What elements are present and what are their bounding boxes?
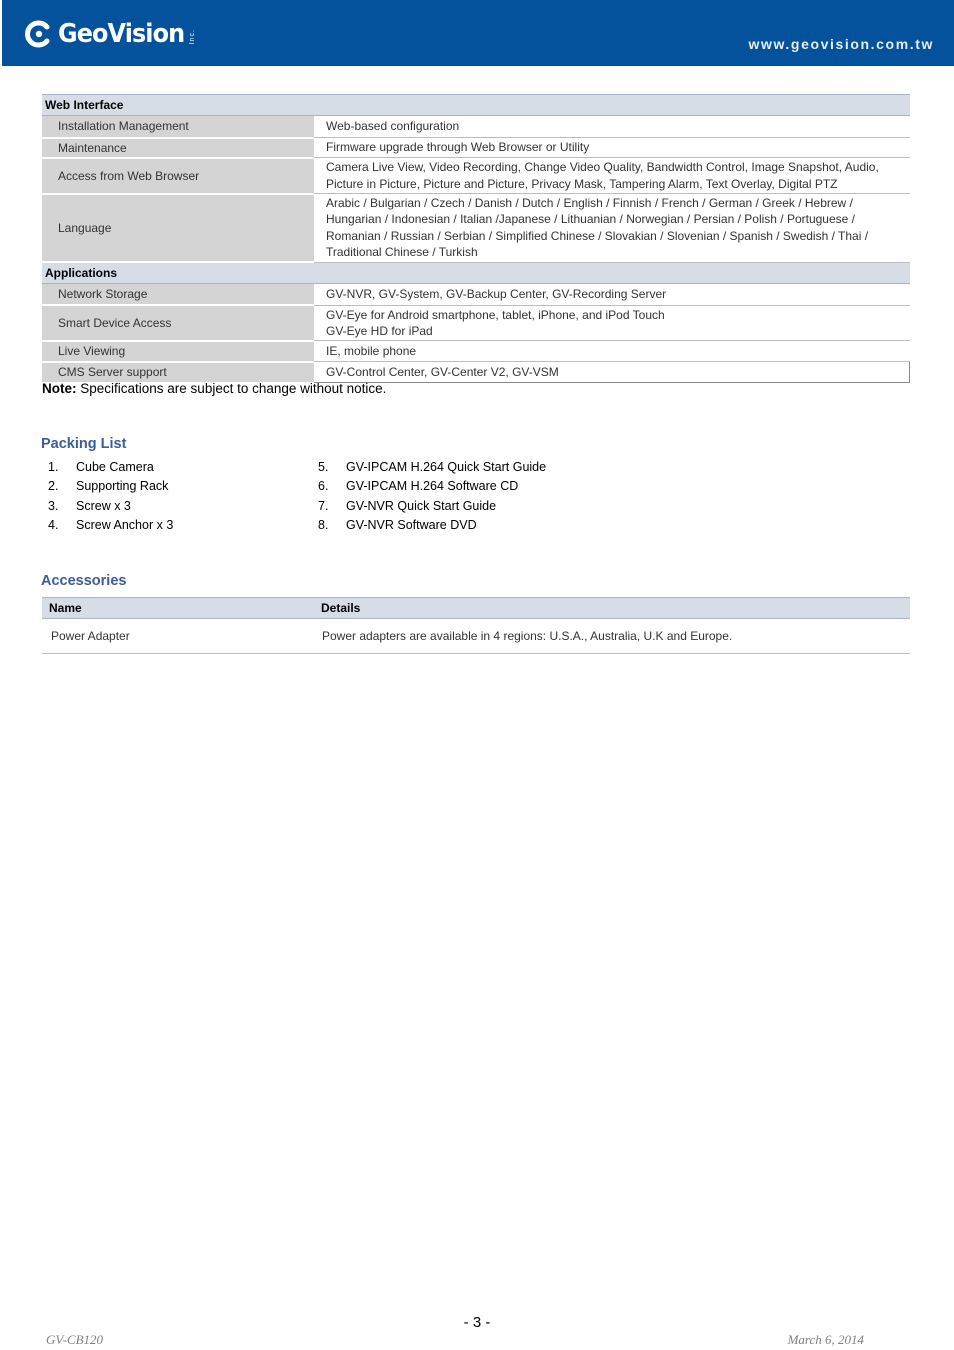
spec-value-line: GV-Eye HD for iPad [326, 324, 433, 339]
list-text: GV-NVR Quick Start Guide [346, 498, 497, 513]
spec-label: Access from Web Browser [42, 158, 314, 194]
spec-label: Smart Device Access [42, 305, 314, 341]
spec-value [314, 305, 910, 341]
section-title: Web Interface [42, 95, 910, 116]
packing-list-right [318, 460, 546, 537]
list-text: Screw x 3 [76, 498, 131, 513]
spec-label: Maintenance [42, 138, 314, 158]
list-text: GV-IPCAM H.264 Software CD [346, 479, 519, 494]
spec-table [42, 94, 910, 384]
list-item [318, 499, 546, 518]
list-number: 6. [318, 479, 329, 494]
spec-value: Camera Live View, Video Recording, Change Video Quality, Bandwidth Control, Image Snapshot, Audio, Picture in Picture, Picture and Picture, Privacy Mask, Tampering Alarm, Text Overlay, Digital PTZ [314, 158, 910, 194]
list-item [48, 499, 173, 518]
logo-suffix: Inc. [189, 29, 197, 45]
packing-list-title: Packing List [41, 436, 127, 452]
footer-model: GV-CB120 [46, 1332, 104, 1347]
spec-row-smart-device-access [42, 305, 910, 341]
spec-note [42, 381, 386, 396]
page-header [2, 0, 954, 66]
accessories-title: Accessories [41, 573, 127, 589]
section-header-web-interface [42, 95, 910, 116]
list-text: GV-NVR Software DVD [346, 517, 477, 532]
spec-row-access-from-web-browser [42, 158, 910, 194]
spec-label: Installation Management [42, 116, 314, 138]
spec-value: Arabic / Bulgarian / Czech / Danish / Dutch / English / Finnish / French / German / Greek / Hebrew / Hungarian / Indonesian / Italian /Japanese / Lithuanian / Norwegian / Persian / Polish / Portuguese / Romanian / Russian / Serbian / Simplified Chinese / Slovakian / Slovenian / Spanish / Swedish / Thai / Traditional Chinese / Turkish [314, 194, 910, 263]
list-item [48, 518, 173, 537]
list-number: 5. [318, 460, 329, 474]
spec-row-maintenance [42, 138, 910, 158]
list-item [318, 460, 546, 479]
list-item [48, 479, 173, 498]
spec-label: Network Storage [42, 283, 314, 305]
website-url: www.geovision.com.tw [748, 36, 934, 52]
accessory-details: Power adapters are available in 4 regions: U.S.A., Australia, U.K and Europe. [314, 619, 910, 654]
accessory-name: Power Adapter [42, 619, 314, 654]
spec-row-installation-management [42, 116, 910, 138]
section-title: Applications [42, 262, 910, 283]
list-number: 3. [48, 498, 59, 513]
list-item [48, 460, 173, 479]
geovision-logo-icon [22, 18, 54, 50]
spec-value-line: GV-Eye for Android smartphone, tablet, iPhone, and iPod Touch [326, 307, 665, 322]
logo-text: GeoVision [58, 19, 185, 49]
spec-value: Web-based configuration [314, 116, 910, 138]
table-header-row [42, 598, 910, 619]
list-text: Supporting Rack [76, 479, 169, 494]
spec-label: Live Viewing [42, 341, 314, 362]
list-item [318, 479, 546, 498]
list-item [318, 518, 546, 537]
list-number: 1. [48, 460, 59, 474]
spec-value: GV-Control Center, GV-Center V2, GV-VSM [314, 362, 910, 383]
list-number: 2. [48, 479, 59, 494]
list-text: GV-IPCAM H.264 Quick Start Guide [346, 460, 547, 474]
list-text: Cube Camera [76, 460, 154, 474]
column-header-details: Details [314, 598, 910, 619]
table-row [42, 619, 910, 654]
geovision-logo [22, 14, 196, 54]
section-header-applications [42, 262, 910, 283]
spec-label: CMS Server support [42, 362, 314, 383]
spec-value: GV-NVR, GV-System, GV-Backup Center, GV-Recording Server [314, 283, 910, 305]
footer-date: March 6, 2014 [787, 1332, 864, 1347]
list-number: 4. [48, 517, 59, 532]
spec-value: IE, mobile phone [314, 341, 910, 362]
packing-list-left [48, 460, 173, 537]
note-label: Note: [42, 381, 77, 396]
list-text: Screw Anchor x 3 [76, 517, 174, 532]
note-text: Specifications are subject to change without notice. [76, 381, 387, 396]
spec-row-language [42, 194, 910, 263]
spec-row-live-viewing [42, 341, 910, 362]
accessories-table [42, 597, 910, 654]
spec-label: Language [42, 194, 314, 263]
spec-row-network-storage [42, 283, 910, 305]
spec-row-cms-server-support [42, 362, 910, 383]
column-header-name: Name [42, 598, 314, 619]
spec-value: Firmware upgrade through Web Browser or Utility [314, 138, 910, 158]
list-number: 7. [318, 498, 329, 513]
page-number: - 3 - [463, 1314, 491, 1331]
list-number: 8. [318, 517, 329, 532]
